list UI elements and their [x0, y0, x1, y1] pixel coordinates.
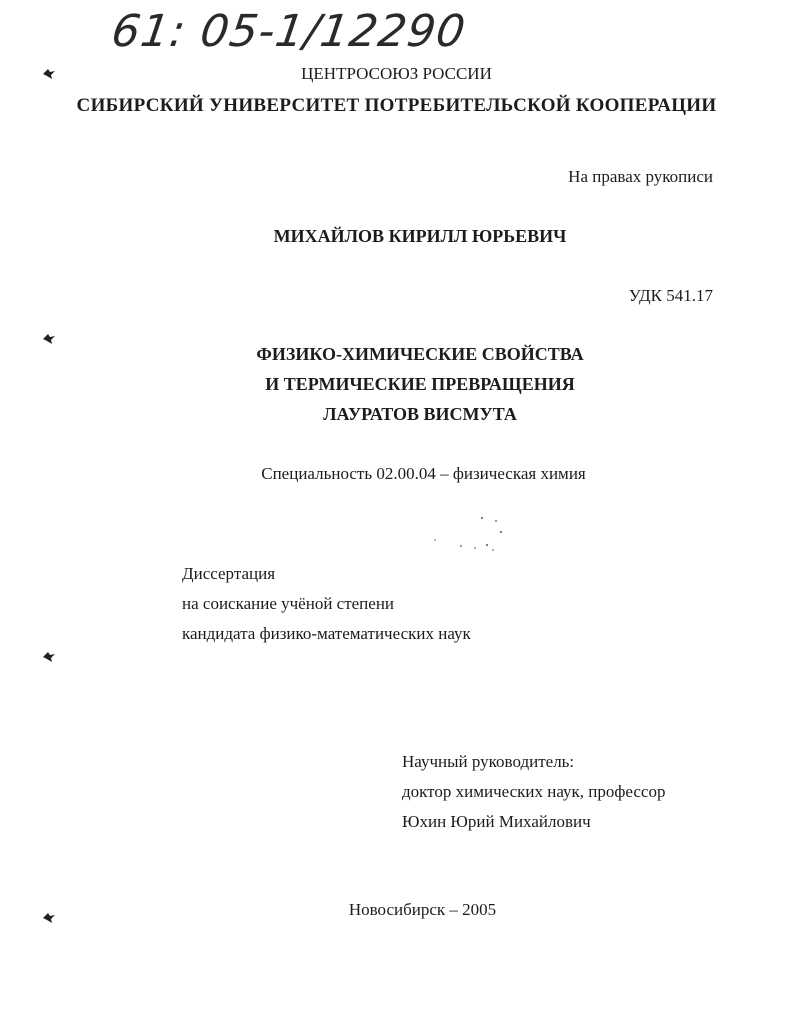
city-year: Новосибирск – 2005 [348, 900, 497, 919]
dissertation-line-2: на соискание учёной степени [182, 594, 395, 613]
supervisor-degree: доктор химических наук, профессор [402, 782, 666, 801]
supervisor-name: Юхин Юрий Михайлович [402, 812, 591, 831]
dissertation-line-3: кандидата физико-математических наук [182, 624, 471, 643]
thesis-title-line-3: ЛАУРАТОВ ВИСМУТА [323, 404, 517, 424]
udk-code: УДК 541.17 [628, 286, 713, 305]
supervisor-label: Научный руководитель: [402, 752, 575, 771]
thesis-title-line-1: ФИЗИКО-ХИМИЧЕСКИЕ СВОЙСТВА [256, 344, 584, 364]
binding-hole-mark-icon [42, 68, 56, 80]
binding-hole-mark-icon [42, 333, 56, 345]
binding-hole-mark-icon [42, 912, 56, 924]
author-name: МИХАЙЛОВ КИРИЛЛ ЮРЬЕВИЧ [273, 226, 567, 246]
rights-notice: На правах рукописи [568, 167, 713, 186]
university-name: СИБИРСКИЙ УНИВЕРСИТЕТ ПОТРЕБИТЕЛЬСКОЙ КООПЕРАЦИИ [76, 95, 717, 116]
specialty: Специальность 02.00.04 – физическая химия [261, 464, 586, 483]
thesis-title-line-2: И ТЕРМИЧЕСКИЕ ПРЕВРАЩЕНИЯ [265, 374, 575, 394]
archive-number-handwritten: 61: 05-1/12290 [108, 6, 470, 57]
scan-noise [430, 512, 510, 554]
organization-name: ЦЕНТРОСОЮЗ РОССИИ [301, 64, 492, 83]
binding-hole-mark-icon [42, 651, 56, 663]
dissertation-line-1: Диссертация [182, 564, 276, 583]
